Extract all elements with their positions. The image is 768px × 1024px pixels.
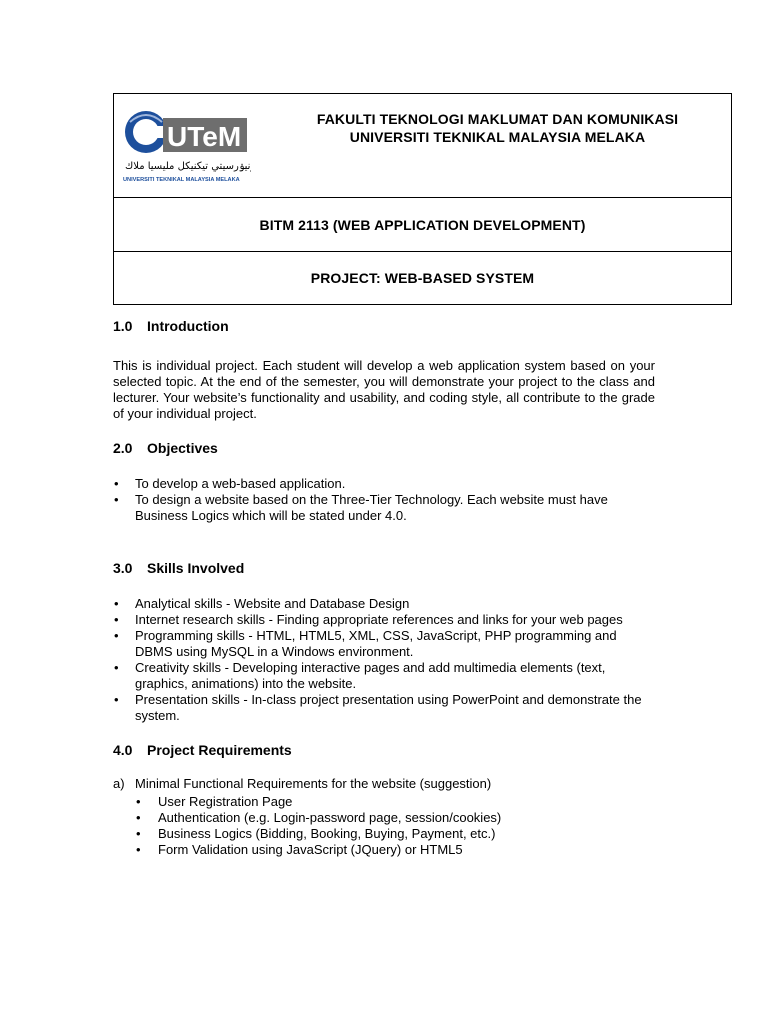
requirements-subheading xyxy=(113,776,655,792)
list-item: • Presentation skills - In-class project presentation using PowerPoint and demonstrate the system. xyxy=(113,692,655,724)
requirements-list xyxy=(113,794,655,858)
section-title: Objectives xyxy=(147,440,218,456)
section-number: 2.0 xyxy=(113,440,133,456)
faculty-heading xyxy=(264,110,731,146)
list-item: • Programming skills - HTML, HTML5, XML, CSS, JavaScript, PHP programming and DBMS using MySQL in a Windows environment. xyxy=(113,628,655,660)
section-heading-intro xyxy=(113,318,655,336)
sub-label: a) xyxy=(113,776,125,791)
section-number: 3.0 xyxy=(113,560,133,576)
intro-paragraph: This is individual project. Each student will develop a web application system based on your selected topic. At the end of the semester, you will demonstrate your project to the class and lecturer. Your website’s functionality and usability, and coding style, all contribute to the grade of your individual project. xyxy=(113,358,655,421)
section-heading-requirements xyxy=(113,742,655,760)
section-number: 4.0 xyxy=(113,742,133,758)
list-item: • To develop a web-based application. xyxy=(113,476,655,492)
list-item: • Analytical skills - Website and Database Design xyxy=(113,596,655,612)
list-item: • Creativity skills - Developing interactive pages and add multimedia elements (text, graphics, animations) into the website. xyxy=(113,660,655,692)
utem-logo xyxy=(123,106,251,184)
svg-text:UNIVERSITI TEKNIKAL MALAYSIA M: UNIVERSITI TEKNIKAL MALAYSIA MELAKA xyxy=(123,177,240,183)
course-title: BITM 2113 (WEB APPLICATION DEVELOPMENT) xyxy=(259,216,586,233)
document-body xyxy=(113,318,655,858)
header-row-project xyxy=(114,252,731,304)
list-item: • Internet research skills - Finding appropriate references and links for your web pages xyxy=(113,612,655,628)
list-item: • To design a website based on the Three-Tier Technology. Each website must have Business Logics which will be stated under 4.0. xyxy=(113,492,655,524)
section-heading-skills xyxy=(113,560,655,578)
section-title: Project Requirements xyxy=(147,742,292,758)
list-item: • Authentication (e.g. Login-password page, session/cookies) xyxy=(135,810,655,826)
section-title: Skills Involved xyxy=(147,560,245,576)
section-heading-objectives xyxy=(113,440,655,458)
section-number: 1.0 xyxy=(113,318,133,334)
header-table xyxy=(113,93,732,305)
list-item: • Form Validation using JavaScript (JQuery) or HTML5 xyxy=(135,842,655,858)
svg-text:UTeM: UTeM xyxy=(167,121,242,152)
skills-list xyxy=(113,596,655,724)
header-row-course xyxy=(114,198,731,252)
sub-title: Minimal Functional Requirements for the website (suggestion) xyxy=(135,776,492,791)
project-title: PROJECT: WEB-BASED SYSTEM xyxy=(310,270,535,286)
svg-text:اونيۏرسيتي تيكنيكل مليسيا ملاك: اونيۏرسيتي تيكنيكل مليسيا ملاك xyxy=(125,161,251,172)
faculty-line-1: FAKULTI TEKNOLOGI MAKLUMAT DAN KOMUNIKASI xyxy=(316,111,679,127)
header-row-faculty xyxy=(114,94,731,198)
objectives-list xyxy=(113,476,655,524)
list-item: • User Registration Page xyxy=(135,794,655,810)
faculty-line-2: UNIVERSITI TEKNIKAL MALAYSIA MELAKA xyxy=(349,129,646,145)
section-title: Introduction xyxy=(147,318,229,334)
list-item: • Business Logics (Bidding, Booking, Buying, Payment, etc.) xyxy=(135,826,655,842)
